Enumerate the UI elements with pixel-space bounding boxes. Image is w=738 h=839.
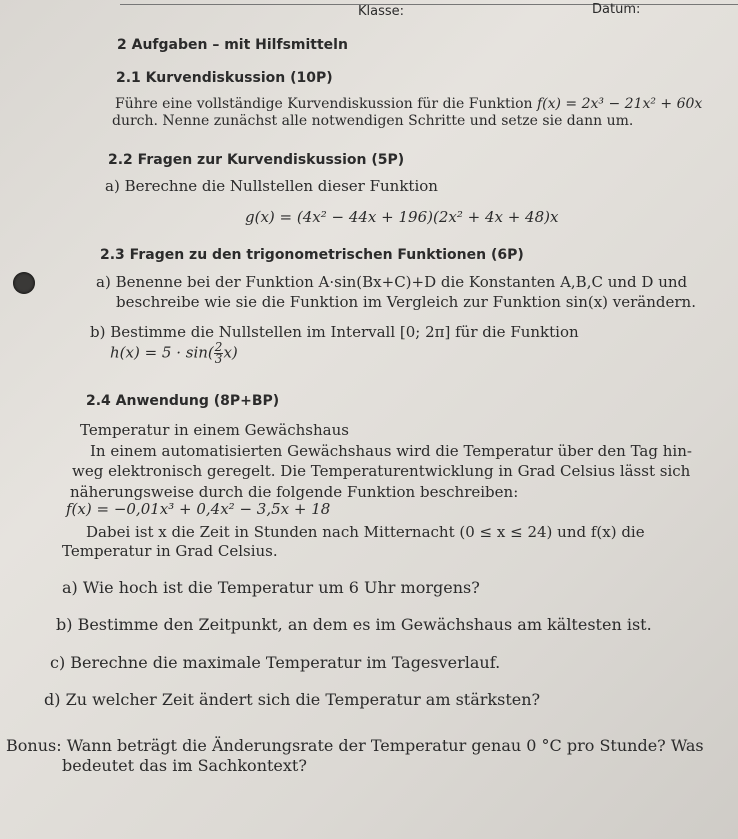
- bonus-line1: Bonus: Wann beträgt die Änderungsrate der Temperatur genau 0 °C pro Stunde? Was: [6, 736, 704, 755]
- task-2-2-title: 2.2 Fragen zur Kurvendiskussion (5P): [108, 152, 405, 168]
- datum-label: Datum:: [592, 2, 641, 17]
- header-rule: [120, 4, 738, 5]
- question-b: b) Bestimme den Zeitpunkt, an dem es im Gewächshaus am kältesten ist.: [56, 615, 652, 634]
- task-2-1-title: 2.1 Kurvendiskussion (10P): [116, 70, 333, 86]
- fraction-2-3: $\frac{2}{3}$: [214, 340, 223, 366]
- task-2-3b-line1: b) Bestimme die Nullstellen im Intervall [0; 2π] für die Funktion: [90, 323, 579, 341]
- task-2-4-p4: Dabei ist x die Zeit in Stunden nach Mitternacht (0 ≤ x ≤ 24) und f(x) die: [86, 523, 645, 541]
- task-2-4-function: f(x) = −0,01x³ + 0,4x² − 3,5x + 18: [66, 500, 331, 518]
- section-title: 2 Aufgaben – mit Hilfsmitteln: [117, 37, 348, 53]
- task-2-1-line1: Führe eine vollständige Kurvendiskussion für die Funktion f(x) = 2x³ − 21x² + 60x: [115, 96, 703, 112]
- task-2-2-function: g(x) = (4x² − 44x + 196)(2x² + 4x + 48)x: [245, 208, 559, 226]
- question-d: d) Zu welcher Zeit ändert sich die Temperatur am stärksten?: [44, 690, 541, 709]
- task-2-2a: a) Berechne die Nullstellen dieser Funktion: [105, 177, 438, 195]
- task-2-3-title: 2.3 Fragen zu den trigonometrischen Funktionen (6P): [100, 247, 524, 263]
- task-2-3a-line1: a) Benenne bei der Funktion A·sin(Bx+C)+D die Konstanten A,B,C und D und: [96, 273, 688, 291]
- task-2-4-title: 2.4 Anwendung (8P+BP): [86, 393, 280, 409]
- task-2-4-p3: näherungsweise durch die folgende Funktion beschreiben:: [70, 483, 519, 501]
- task-2-4-subtitle: Temperatur in einem Gewächshaus: [80, 421, 349, 439]
- task-2-3b-function: h(x) = 5 · sin( $\frac{2}{3}$ x): [110, 340, 238, 366]
- question-a: a) Wie hoch ist die Temperatur um 6 Uhr morgens?: [62, 578, 480, 597]
- bonus-line2: bedeutet das im Sachkontext?: [62, 756, 307, 775]
- klasse-label: Klasse:: [358, 4, 405, 19]
- task-2-1-line2: durch. Nenne zunächst alle notwendigen Schritte und setze sie dann um.: [112, 113, 634, 129]
- task-2-4-p2: weg elektronisch geregelt. Die Temperaturentwicklung in Grad Celsius lässt sich: [72, 462, 691, 480]
- task-2-3a-line2: beschreibe wie sie die Funktion im Vergleich zur Funktion sin(x) verändern.: [116, 293, 696, 311]
- question-c: c) Berechne die maximale Temperatur im Tagesverlauf.: [50, 653, 501, 672]
- task-2-4-p1: In einem automatisierten Gewächshaus wird die Temperatur über den Tag hin-: [90, 442, 692, 460]
- task-2-1-function: f(x) = 2x³ − 21x² + 60x: [536, 96, 703, 112]
- task-2-4-p5: Temperatur in Grad Celsius.: [62, 542, 278, 560]
- punch-hole: [13, 272, 35, 294]
